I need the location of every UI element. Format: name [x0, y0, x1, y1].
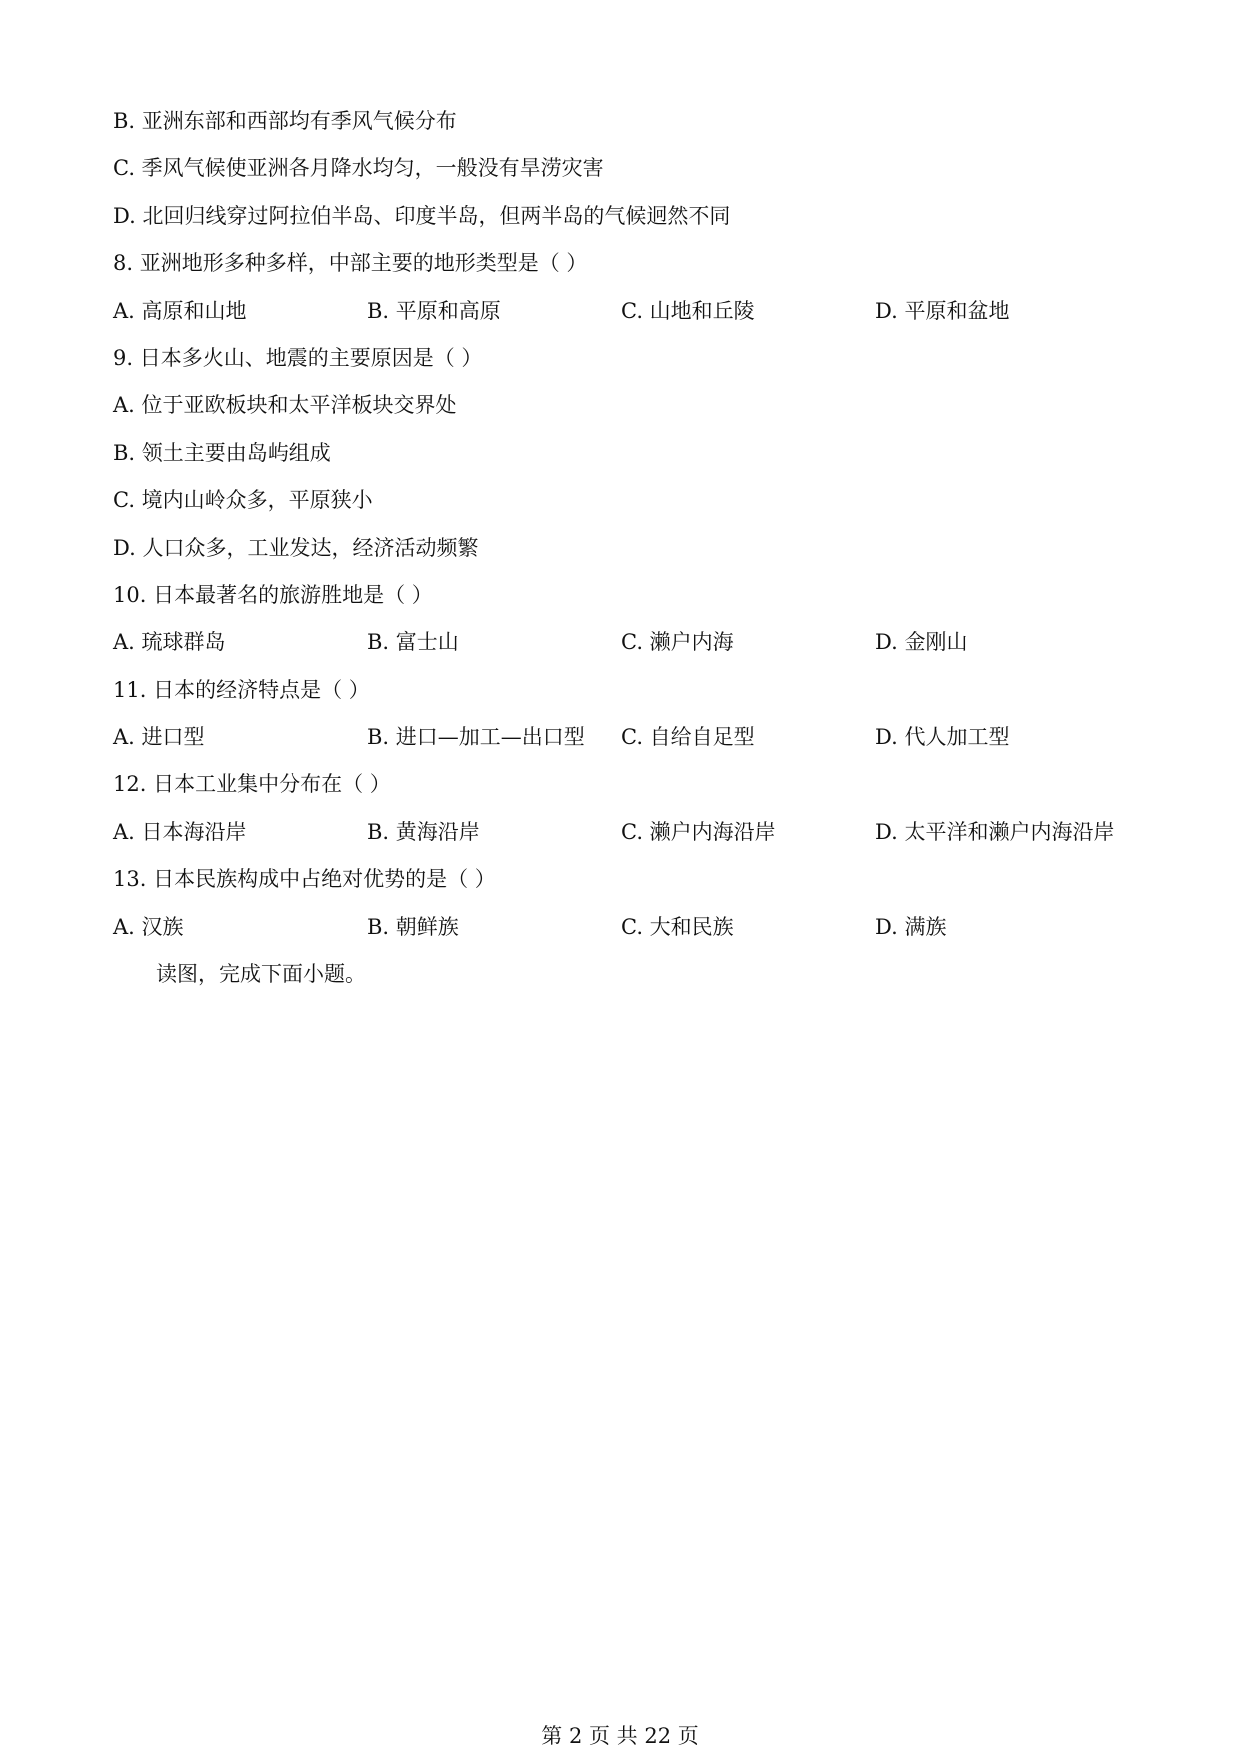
question-10-stem: 10. 日本最著名的旅游胜地是（ ） — [113, 582, 433, 607]
q8-option-d: D. 平原和盆地 — [875, 298, 1010, 323]
question-13-options — [113, 904, 1143, 951]
question-content — [113, 98, 1143, 998]
q12-option-b: B. 黄海沿岸 — [367, 819, 480, 844]
q11-option-a: A. 进口型 — [113, 725, 205, 750]
question-12-options — [113, 809, 1143, 856]
question-8-options — [113, 288, 1143, 335]
q9-option-a: A. 位于亚欧板块和太平洋板块交界处 — [113, 393, 457, 418]
q12-option-c: C. 濑户内海沿岸 — [621, 819, 776, 844]
question-10-options — [113, 619, 1143, 666]
q7-option-c: C. 季风气候使亚洲各月降水均匀，一般没有旱涝灾害 — [113, 156, 604, 181]
q13-option-c: C. 大和民族 — [621, 914, 734, 939]
read-map-instruction: 读图，完成下面小题。 — [156, 962, 366, 987]
q11-option-b: B. 进口—加工—出口型 — [367, 725, 585, 750]
q10-option-a: A. 琉球群岛 — [113, 630, 226, 655]
q8-option-b: B. 平原和高原 — [367, 298, 501, 323]
question-8-stem: 8. 亚洲地形多种多样，中部主要的地形类型是（ ） — [113, 251, 588, 276]
q9-option-d: D. 人口众多，工业发达，经济活动频繁 — [113, 535, 479, 560]
q13-option-d: D. 满族 — [875, 914, 947, 939]
question-11-options — [113, 714, 1143, 761]
q11-option-d: D. 代人加工型 — [875, 725, 1010, 750]
q13-option-a: A. 汉族 — [113, 914, 184, 939]
q12-option-a: A. 日本海沿岸 — [113, 819, 247, 844]
question-12-stem: 12. 日本工业集中分布在（ ） — [113, 772, 391, 797]
q10-option-b: B. 富士山 — [367, 630, 459, 655]
question-11-stem: 11. 日本的经济特点是（ ） — [113, 677, 370, 702]
q11-option-c: C. 自给自足型 — [621, 725, 755, 750]
q7-option-b: B. 亚洲东部和西部均有季风气候分布 — [113, 109, 457, 133]
q10-option-d: D. 金刚山 — [875, 630, 968, 655]
question-13-stem: 13. 日本民族构成中占绝对优势的是（ ） — [113, 867, 496, 892]
q7-option-d: D. 北回归线穿过阿拉伯半岛、印度半岛，但两半岛的气候迥然不同 — [113, 203, 731, 228]
q8-option-c: C. 山地和丘陵 — [621, 298, 755, 323]
q9-option-b: B. 领土主要由岛屿组成 — [113, 440, 331, 465]
q10-option-c: C. 濑户内海 — [621, 630, 734, 655]
q8-option-a: A. 高原和山地 — [113, 298, 247, 323]
q12-option-d: D. 太平洋和濑户内海沿岸 — [875, 819, 1115, 844]
question-9-stem: 9. 日本多火山、地震的主要原因是（ ） — [113, 345, 483, 370]
q9-option-c: C. 境内山岭众多，平原狭小 — [113, 488, 373, 513]
page-number-footer: 第 2 页 共 22 页 — [541, 1724, 699, 1748]
q13-option-b: B. 朝鲜族 — [367, 914, 459, 939]
